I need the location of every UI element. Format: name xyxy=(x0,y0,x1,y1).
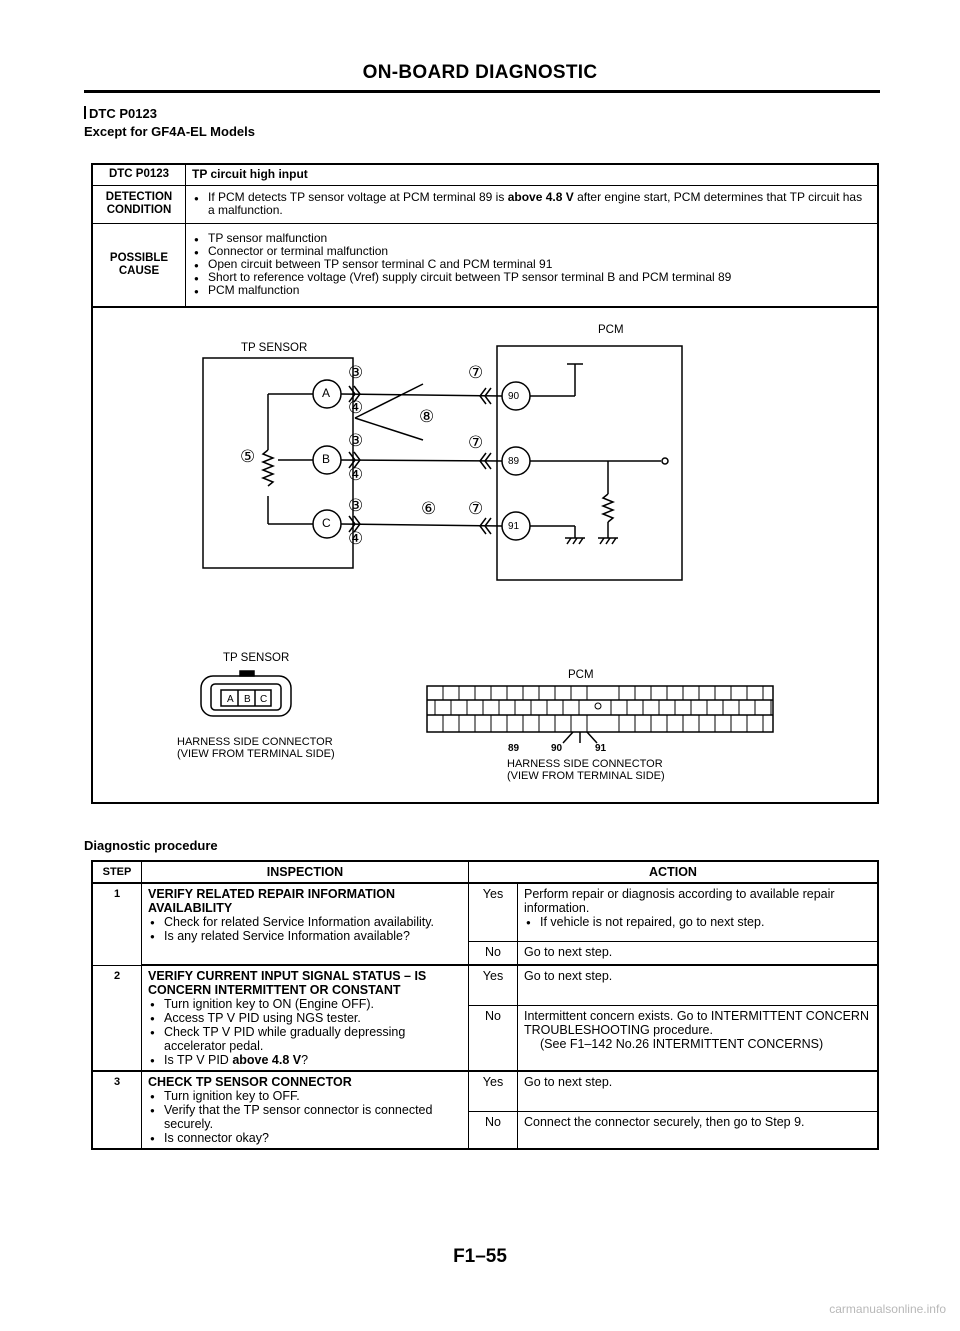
tp-harness-caption: HARNESS SIDE CONNECTOR (VIEW FROM TERMINAL SIDE) xyxy=(177,736,335,760)
dtc-info-table xyxy=(91,163,879,308)
callout-7: ⑦ xyxy=(468,499,484,518)
watermark-text: carmanualsonline.info xyxy=(829,1302,946,1316)
yes-cell: Yes xyxy=(469,965,518,1005)
detection-condition xyxy=(186,185,879,223)
pcm-label: PCM xyxy=(598,324,624,336)
action-cell: Connect the connector securely, then go to Step 9. xyxy=(518,1111,879,1149)
pcm-pin-90: 90 xyxy=(551,743,563,754)
dtc-heading xyxy=(84,105,255,141)
tp-pin-a: A xyxy=(227,694,234,705)
cause-item: ● Open circuit between TP sensor terminal C and PCM terminal 91 xyxy=(192,258,871,271)
diagnostic-procedure-title: Diagnostic procedure xyxy=(84,838,218,853)
pcm-connector-outline xyxy=(427,686,773,732)
pcm-pin-89: 89 xyxy=(508,743,520,754)
dtc-title-cell: TP circuit high input xyxy=(186,164,879,185)
step-number: 3 xyxy=(92,1071,142,1149)
yes-cell: Yes xyxy=(469,1071,518,1111)
no-cell: No xyxy=(469,941,518,965)
diagnostic-procedure-table xyxy=(91,860,879,1150)
terminal-a-label: A xyxy=(322,386,331,400)
cause-item: ● Connector or terminal malfunction xyxy=(192,245,871,258)
inspection-header: INSPECTION xyxy=(142,861,469,883)
inspection-cell xyxy=(142,883,469,965)
dtc-code: DTC P0123 xyxy=(89,106,157,121)
no-cell: No xyxy=(469,1005,518,1071)
detection-label-line1: DETECTION xyxy=(105,191,173,203)
cause-item: ● Short to reference voltage (Vref) supply circuit between TP sensor terminal B and PCM terminal 89 xyxy=(192,271,871,284)
detection-label-line2: CONDITION xyxy=(106,204,172,216)
callout-3: ③ xyxy=(348,363,364,382)
inspection-item: ● Turn ignition key to OFF. xyxy=(148,1089,462,1103)
inspection-item: ● Verify that the TP sensor connector is connected securely. xyxy=(148,1103,462,1131)
yes-cell: Yes xyxy=(469,883,518,941)
cause-item: ● TP sensor malfunction xyxy=(192,232,871,245)
inspection-item: ● Is any related Service Information available? xyxy=(148,929,462,943)
pcm-pin-91: 91 xyxy=(595,743,607,754)
detection-item: ● If PCM detects TP sensor voltage at PCM terminal 89 is above 4.8 V after engine start, PCM determines that TP circuit has a malfunction. xyxy=(192,191,871,217)
margin-bar xyxy=(84,106,86,119)
inspection-cell xyxy=(142,1071,469,1149)
callout-4: ④ xyxy=(348,529,364,548)
terminal-89-label: 89 xyxy=(508,456,520,467)
action-cell: Perform repair or diagnosis according to available repair information. ● If vehicle is not repaired, go to next step. xyxy=(518,883,879,941)
callout-4: ④ xyxy=(348,465,364,484)
callout-4: ④ xyxy=(348,398,364,417)
action-header: ACTION xyxy=(469,861,879,883)
pcm-harness-caption: HARNESS SIDE CONNECTOR (VIEW FROM TERMINAL SIDE) xyxy=(507,758,665,782)
action-cell: Intermittent concern exists. Go to INTERMITTENT CONCERN TROUBLESHOOTING procedure. (See F1–142 No.26 INTERMITTENT CONCERNS) xyxy=(518,1005,879,1071)
header-rule xyxy=(84,90,880,93)
callout-5: ⑤ xyxy=(240,447,256,466)
pcm-box xyxy=(497,346,682,580)
callout-7: ⑦ xyxy=(468,433,484,452)
inspection-item: ● Turn ignition key to ON (Engine OFF). xyxy=(148,997,462,1011)
inspection-item: ● Check TP V PID while gradually depressing accelerator pedal. xyxy=(148,1025,462,1053)
inspection-title: VERIFY CURRENT INPUT SIGNAL STATUS – IS CONCERN INTERMITTENT OR CONSTANT xyxy=(148,969,427,997)
tp-connector-label: TP SENSOR xyxy=(223,652,290,664)
terminal-91-label: 91 xyxy=(508,521,520,532)
callout-6: ⑥ xyxy=(421,499,437,518)
cause-item: ● PCM malfunction xyxy=(192,284,871,297)
inspection-item: ● Is connector okay? xyxy=(148,1131,462,1145)
step-number: 2 xyxy=(92,965,142,1071)
possible-cause-list xyxy=(186,223,879,307)
cause-label-line1: POSSIBLE xyxy=(109,251,169,264)
pcm-connector-label: PCM xyxy=(568,669,594,681)
detection-label xyxy=(92,185,186,223)
inspection-title: VERIFY RELATED REPAIR INFORMATION AVAILABILITY xyxy=(148,887,395,915)
page-number: F1–55 xyxy=(453,1246,507,1267)
step-number: 1 xyxy=(92,883,142,965)
cause-label-line2: CAUSE xyxy=(118,264,160,277)
no-cell: No xyxy=(469,1111,518,1149)
callout-7: ⑦ xyxy=(468,363,484,382)
terminal-b-label: B xyxy=(322,452,331,466)
possible-cause-label xyxy=(92,223,186,307)
dtc-code-cell: DTC P0123 xyxy=(92,164,186,185)
tp-sensor-label: TP SENSOR xyxy=(241,342,308,354)
inspection-item: ● Access TP V PID using NGS tester. xyxy=(148,1011,462,1025)
action-cell: Go to next step. xyxy=(518,941,879,965)
callout-8: ⑧ xyxy=(419,407,435,426)
terminal-c-label: C xyxy=(322,516,331,530)
action-cell: Go to next step. xyxy=(518,965,879,1005)
action-item: ● If vehicle is not repaired, go to next step. xyxy=(524,915,871,929)
tp-pin-c: C xyxy=(260,694,268,705)
inspection-title: CHECK TP SENSOR CONNECTOR xyxy=(148,1075,352,1089)
inspection-item: ● Check for related Service Information availability. xyxy=(148,915,462,929)
inspection-cell xyxy=(142,965,469,1071)
action-cell: Go to next step. xyxy=(518,1071,879,1111)
inspection-item: ● Is TP V PID above 4.8 V? xyxy=(148,1053,462,1067)
wiring-diagram-svg xyxy=(93,306,881,804)
callout-3: ③ xyxy=(348,496,364,515)
terminal-90-label: 90 xyxy=(508,391,520,402)
page-header-title: ON-BOARD DIAGNOSTIC xyxy=(362,62,598,83)
dtc-models: Except for GF4A-EL Models xyxy=(84,124,255,139)
tp-sensor-box xyxy=(203,358,353,568)
wiring-diagram xyxy=(91,306,879,804)
tp-pin-b: B xyxy=(244,694,251,705)
callout-3: ③ xyxy=(348,431,364,450)
step-header: STEP xyxy=(92,861,142,883)
